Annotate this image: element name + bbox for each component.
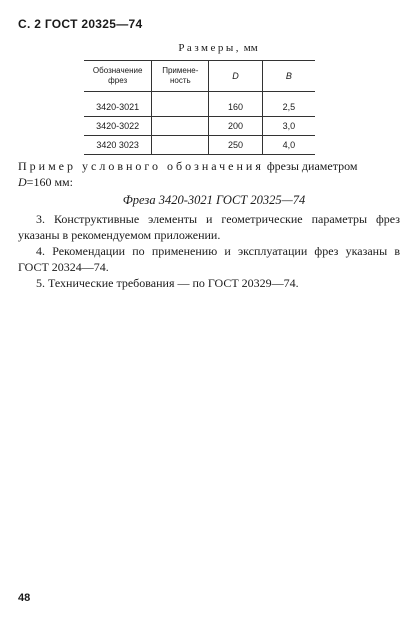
table-row bbox=[84, 98, 315, 117]
header-application: Примене-ность bbox=[152, 61, 209, 92]
cell-application bbox=[152, 136, 209, 155]
cell-application bbox=[152, 98, 209, 117]
cell-designation: 3420-3021 bbox=[84, 98, 152, 117]
example-d-value: =160 мм: bbox=[26, 175, 73, 189]
page-number: 48 bbox=[18, 592, 31, 604]
table-row bbox=[84, 117, 315, 136]
clause-4: 4. Рекомендации по применению и эксплуатации фрез указаны в ГОСТ 20324—74. bbox=[18, 244, 400, 274]
example-lead: Пример условного обозначения bbox=[18, 159, 264, 173]
table-caption-unit: мм bbox=[243, 42, 258, 54]
cell-designation: 3420-3022 bbox=[84, 117, 152, 136]
cell-d: 250 bbox=[209, 136, 263, 155]
cell-d: 160 bbox=[209, 98, 263, 117]
table-caption-word: Размеры, bbox=[178, 42, 241, 54]
example-diameter-line bbox=[18, 174, 400, 190]
cell-application bbox=[152, 117, 209, 136]
cell-d: 200 bbox=[209, 117, 263, 136]
cell-designation: 3420 3023 bbox=[84, 136, 152, 155]
example-designation: Фреза 3420-3021 ГОСТ 20325—74 bbox=[122, 193, 306, 207]
header-b: B bbox=[262, 61, 315, 92]
header-designation: Обозначение фрез bbox=[84, 61, 152, 92]
dimensions-table bbox=[84, 60, 315, 155]
table-row bbox=[84, 136, 315, 155]
header-d: D bbox=[209, 61, 263, 92]
example-paragraph bbox=[18, 158, 400, 174]
table-header-row bbox=[84, 61, 315, 92]
example-d-symbol: D bbox=[18, 175, 27, 189]
cell-b: 2,5 bbox=[262, 98, 315, 117]
example-rest: фрезы диаметром bbox=[266, 159, 358, 173]
page-header: С. 2 ГОСТ 20325—74 bbox=[18, 17, 143, 31]
cell-b: 3,0 bbox=[262, 117, 315, 136]
cell-b: 4,0 bbox=[262, 136, 315, 155]
table-caption bbox=[0, 42, 418, 54]
clause-3: 3. Конструктивные элементы и геометрические параметры фрез указаны в рекомендуемом приложении. bbox=[18, 212, 400, 242]
clause-5: 5. Технические требования — по ГОСТ 20329—74. bbox=[36, 276, 299, 290]
